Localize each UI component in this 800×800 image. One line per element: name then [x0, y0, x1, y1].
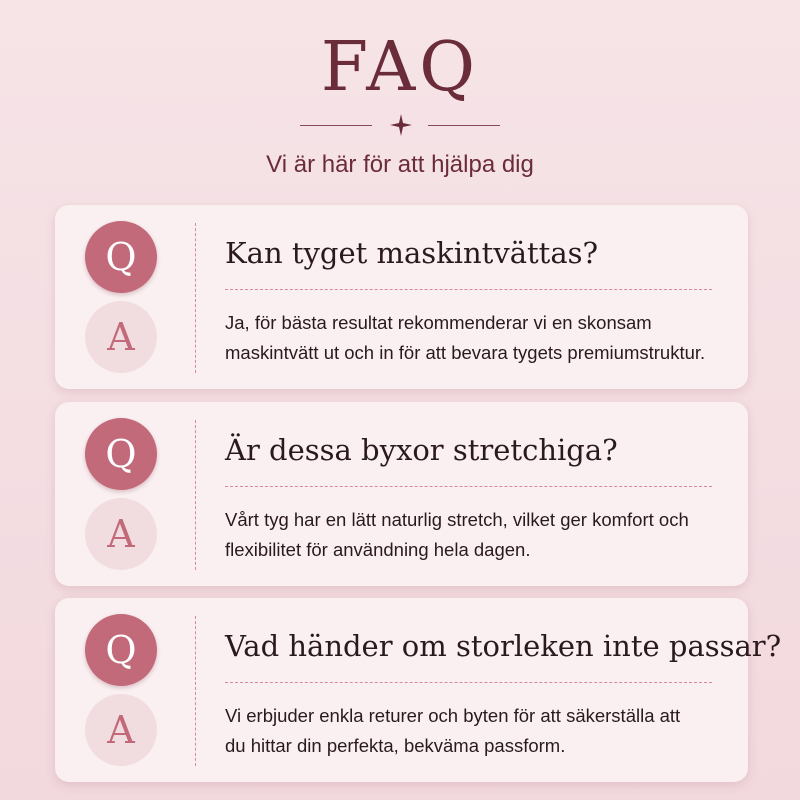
- vertical-divider: [195, 223, 196, 373]
- question-badge: Q: [85, 221, 157, 293]
- faq-question: Är dessa byxor stretchiga?: [225, 433, 618, 467]
- answer-line: Ja, för bästa resultat rekommenderar vi en skonsam: [225, 312, 652, 333]
- answer-badge: A: [85, 498, 157, 570]
- question-badge: Q: [85, 418, 157, 490]
- faq-question: Kan tyget maskintvättas?: [225, 236, 599, 270]
- answer-line: flexibilitet för användning hela dagen.: [225, 539, 531, 560]
- horizontal-divider: [225, 486, 712, 487]
- vertical-divider: [195, 420, 196, 570]
- faq-answer: [225, 505, 740, 565]
- faq-card-3: [55, 598, 782, 782]
- answer-line: maskintvätt ut och in för att bevara tygets premiumstruktur.: [225, 342, 706, 363]
- header: [0, 0, 800, 200]
- answer-line: Vårt tyg har en lätt naturlig stretch, vilket ger komfort och: [225, 509, 689, 530]
- page-title: FAQ: [320, 28, 480, 107]
- faq-answer: [225, 308, 740, 368]
- horizontal-divider: [225, 682, 712, 683]
- faq-answer: [225, 701, 740, 761]
- faq-card-2: [55, 402, 748, 586]
- answer-badge: A: [85, 301, 157, 373]
- vertical-divider: [195, 616, 196, 766]
- faq-question: Vad händer om storleken inte passar?: [225, 629, 782, 663]
- question-badge: Q: [85, 614, 157, 686]
- divider-right: [428, 125, 500, 126]
- faq-card-1: [55, 205, 748, 389]
- answer-line: du hittar din perfekta, bekväma passform.: [225, 735, 566, 756]
- page-subtitle: Vi är här för att hjälpa dig: [266, 151, 534, 178]
- answer-badge: A: [85, 694, 157, 766]
- divider-left: [300, 125, 372, 126]
- answer-line: Vi erbjuder enkla returer och byten för att säkerställa att: [225, 705, 681, 726]
- horizontal-divider: [225, 289, 712, 290]
- sparkle-icon: [390, 114, 412, 136]
